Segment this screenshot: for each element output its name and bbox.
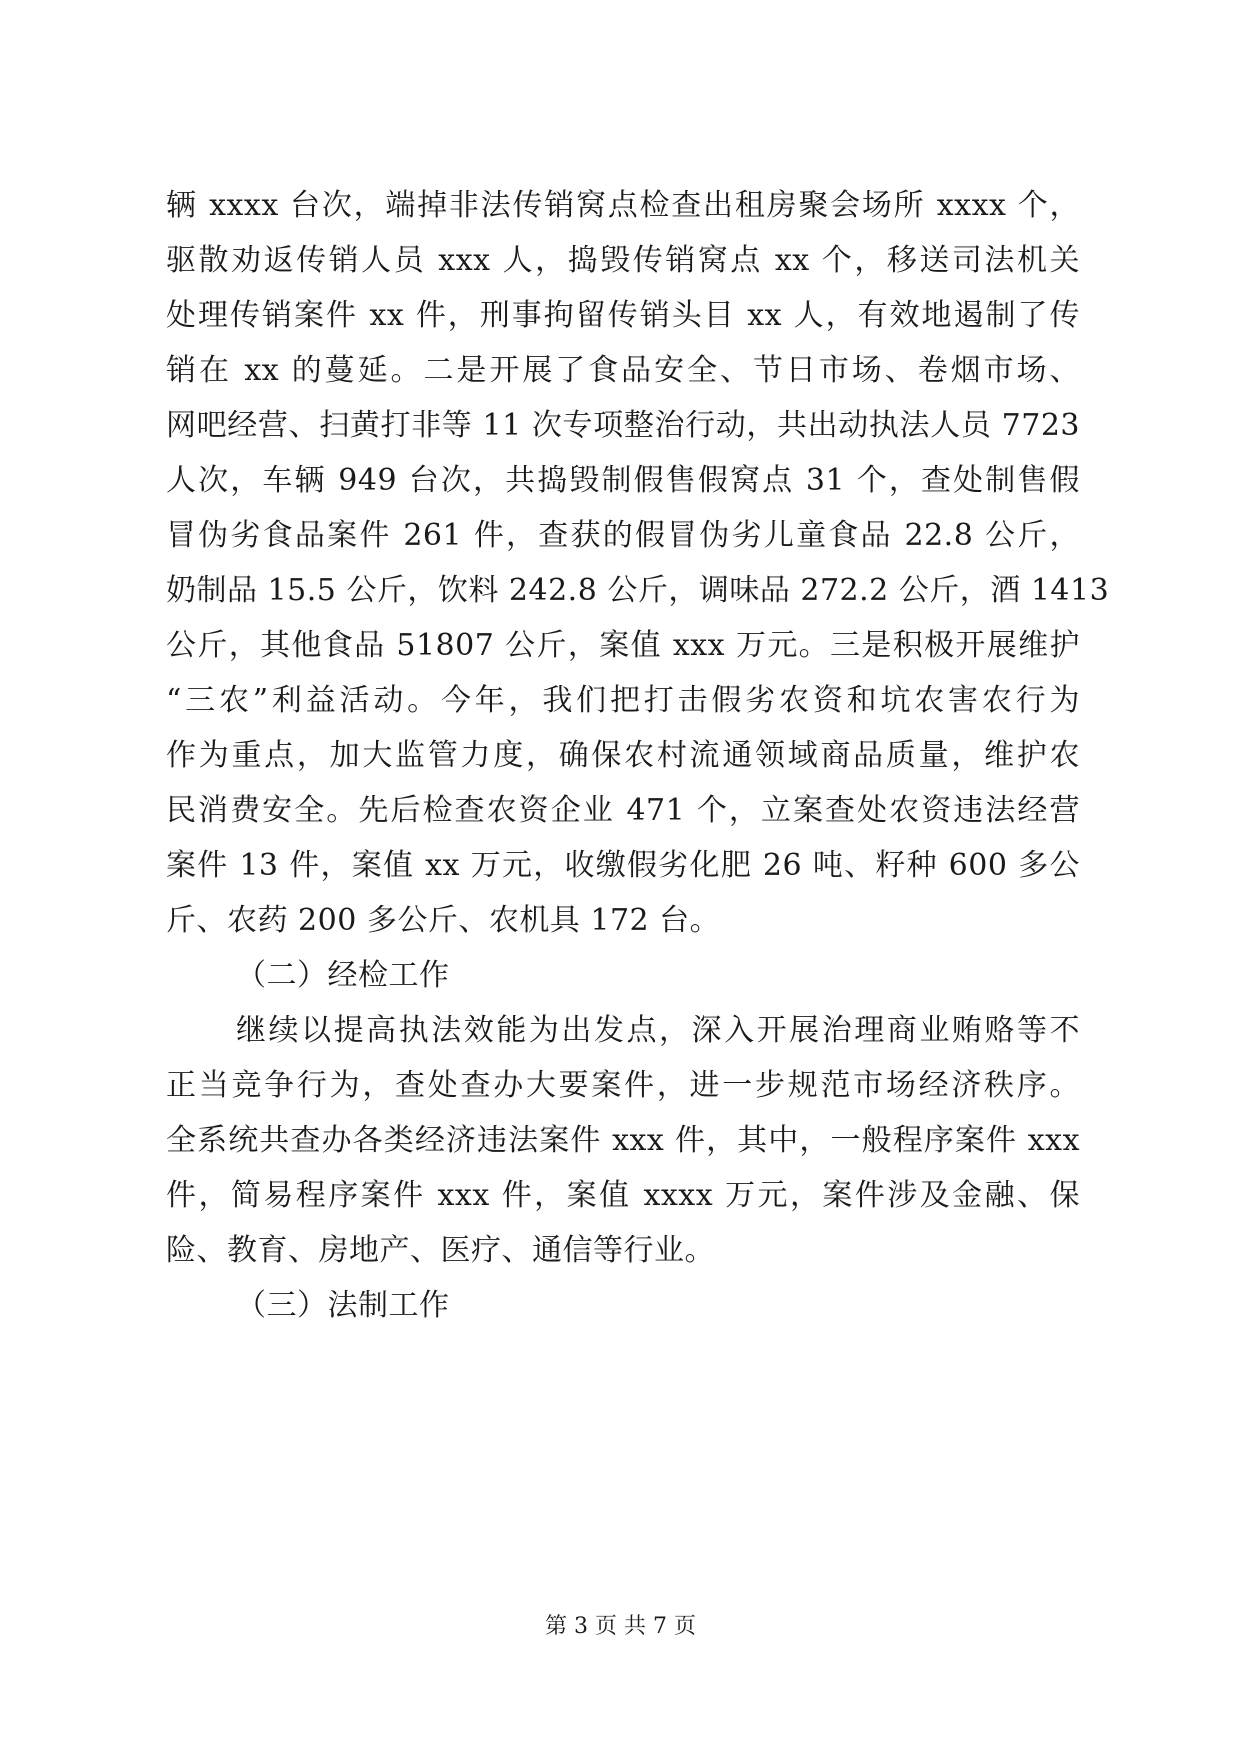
body-line-11: 作为重点，加大监管力度，确保农村流通领域商品质量，维护农	[166, 738, 1080, 773]
body-line-19: 件，简易程序案件 xxx 件，案值 xxxx 万元，案件涉及金融、保	[166, 1178, 1080, 1213]
body-line-20: 险、教育、房地产、医疗、通信等行业。	[166, 1233, 715, 1268]
body-line-3: 处理传销案件 xx 件，刑事拘留传销头目 xx 人，有效地遏制了传	[166, 298, 1080, 333]
page-number-footer: 第 3 页 共 7 页	[545, 1614, 696, 1639]
body-line-2: 驱散劝返传销人员 xxx 人，捣毁传销窝点 xx 个，移送司法机关	[166, 243, 1080, 278]
body-line-4: 销在 xx 的蔓延。二是开展了食品安全、节日市场、卷烟市场、	[166, 353, 1080, 388]
body-line-16: 继续以提高执法效能为出发点，深入开展治理商业贿赂等不	[236, 1013, 1080, 1048]
body-line-12: 民消费安全。先后检查农资企业 471 个，立案查处农资违法经营	[166, 793, 1080, 828]
body-line-13: 案件 13 件，案值 xx 万元，收缴假劣化肥 26 吨、籽种 600 多公	[166, 848, 1080, 883]
body-line-10: “三农”利益活动。今年，我们把打击假劣农资和坑农害农行为	[166, 683, 1080, 718]
body-line-5: 网吧经营、扫黄打非等 11 次专项整治行动，共出动执法人员 7723	[166, 408, 1080, 443]
body-line-17: 正当竞争行为，查处查办大要案件，进一步规范市场经济秩序。	[166, 1068, 1080, 1103]
body-line-7: 冒伪劣食品案件 261 件，查获的假冒伪劣儿童食品 22.8 公斤，	[166, 518, 1080, 553]
body-line-14: 斤、农药 200 多公斤、农机具 172 台。	[166, 903, 721, 938]
body-line-8: 奶制品 15.5 公斤，饮料 242.8 公斤，调味品 272.2 公斤，酒 1413	[166, 573, 1110, 608]
body-line-1: 辆 xxxx 台次，端掉非法传销窝点检查出租房聚会场所 xxxx 个，	[166, 188, 1080, 223]
body-line-18: 全系统共查办各类经济违法案件 xxx 件，其中，一般程序案件 xxx	[166, 1123, 1080, 1158]
section-heading-2: （二）经检工作	[236, 958, 450, 993]
body-line-6: 人次，车辆 949 台次，共捣毁制假售假窝点 31 个，查处制售假	[166, 463, 1080, 498]
section-heading-3: （三）法制工作	[236, 1288, 450, 1323]
body-line-9: 公斤，其他食品 51807 公斤，案值 xxx 万元。三是积极开展维护	[166, 628, 1080, 663]
